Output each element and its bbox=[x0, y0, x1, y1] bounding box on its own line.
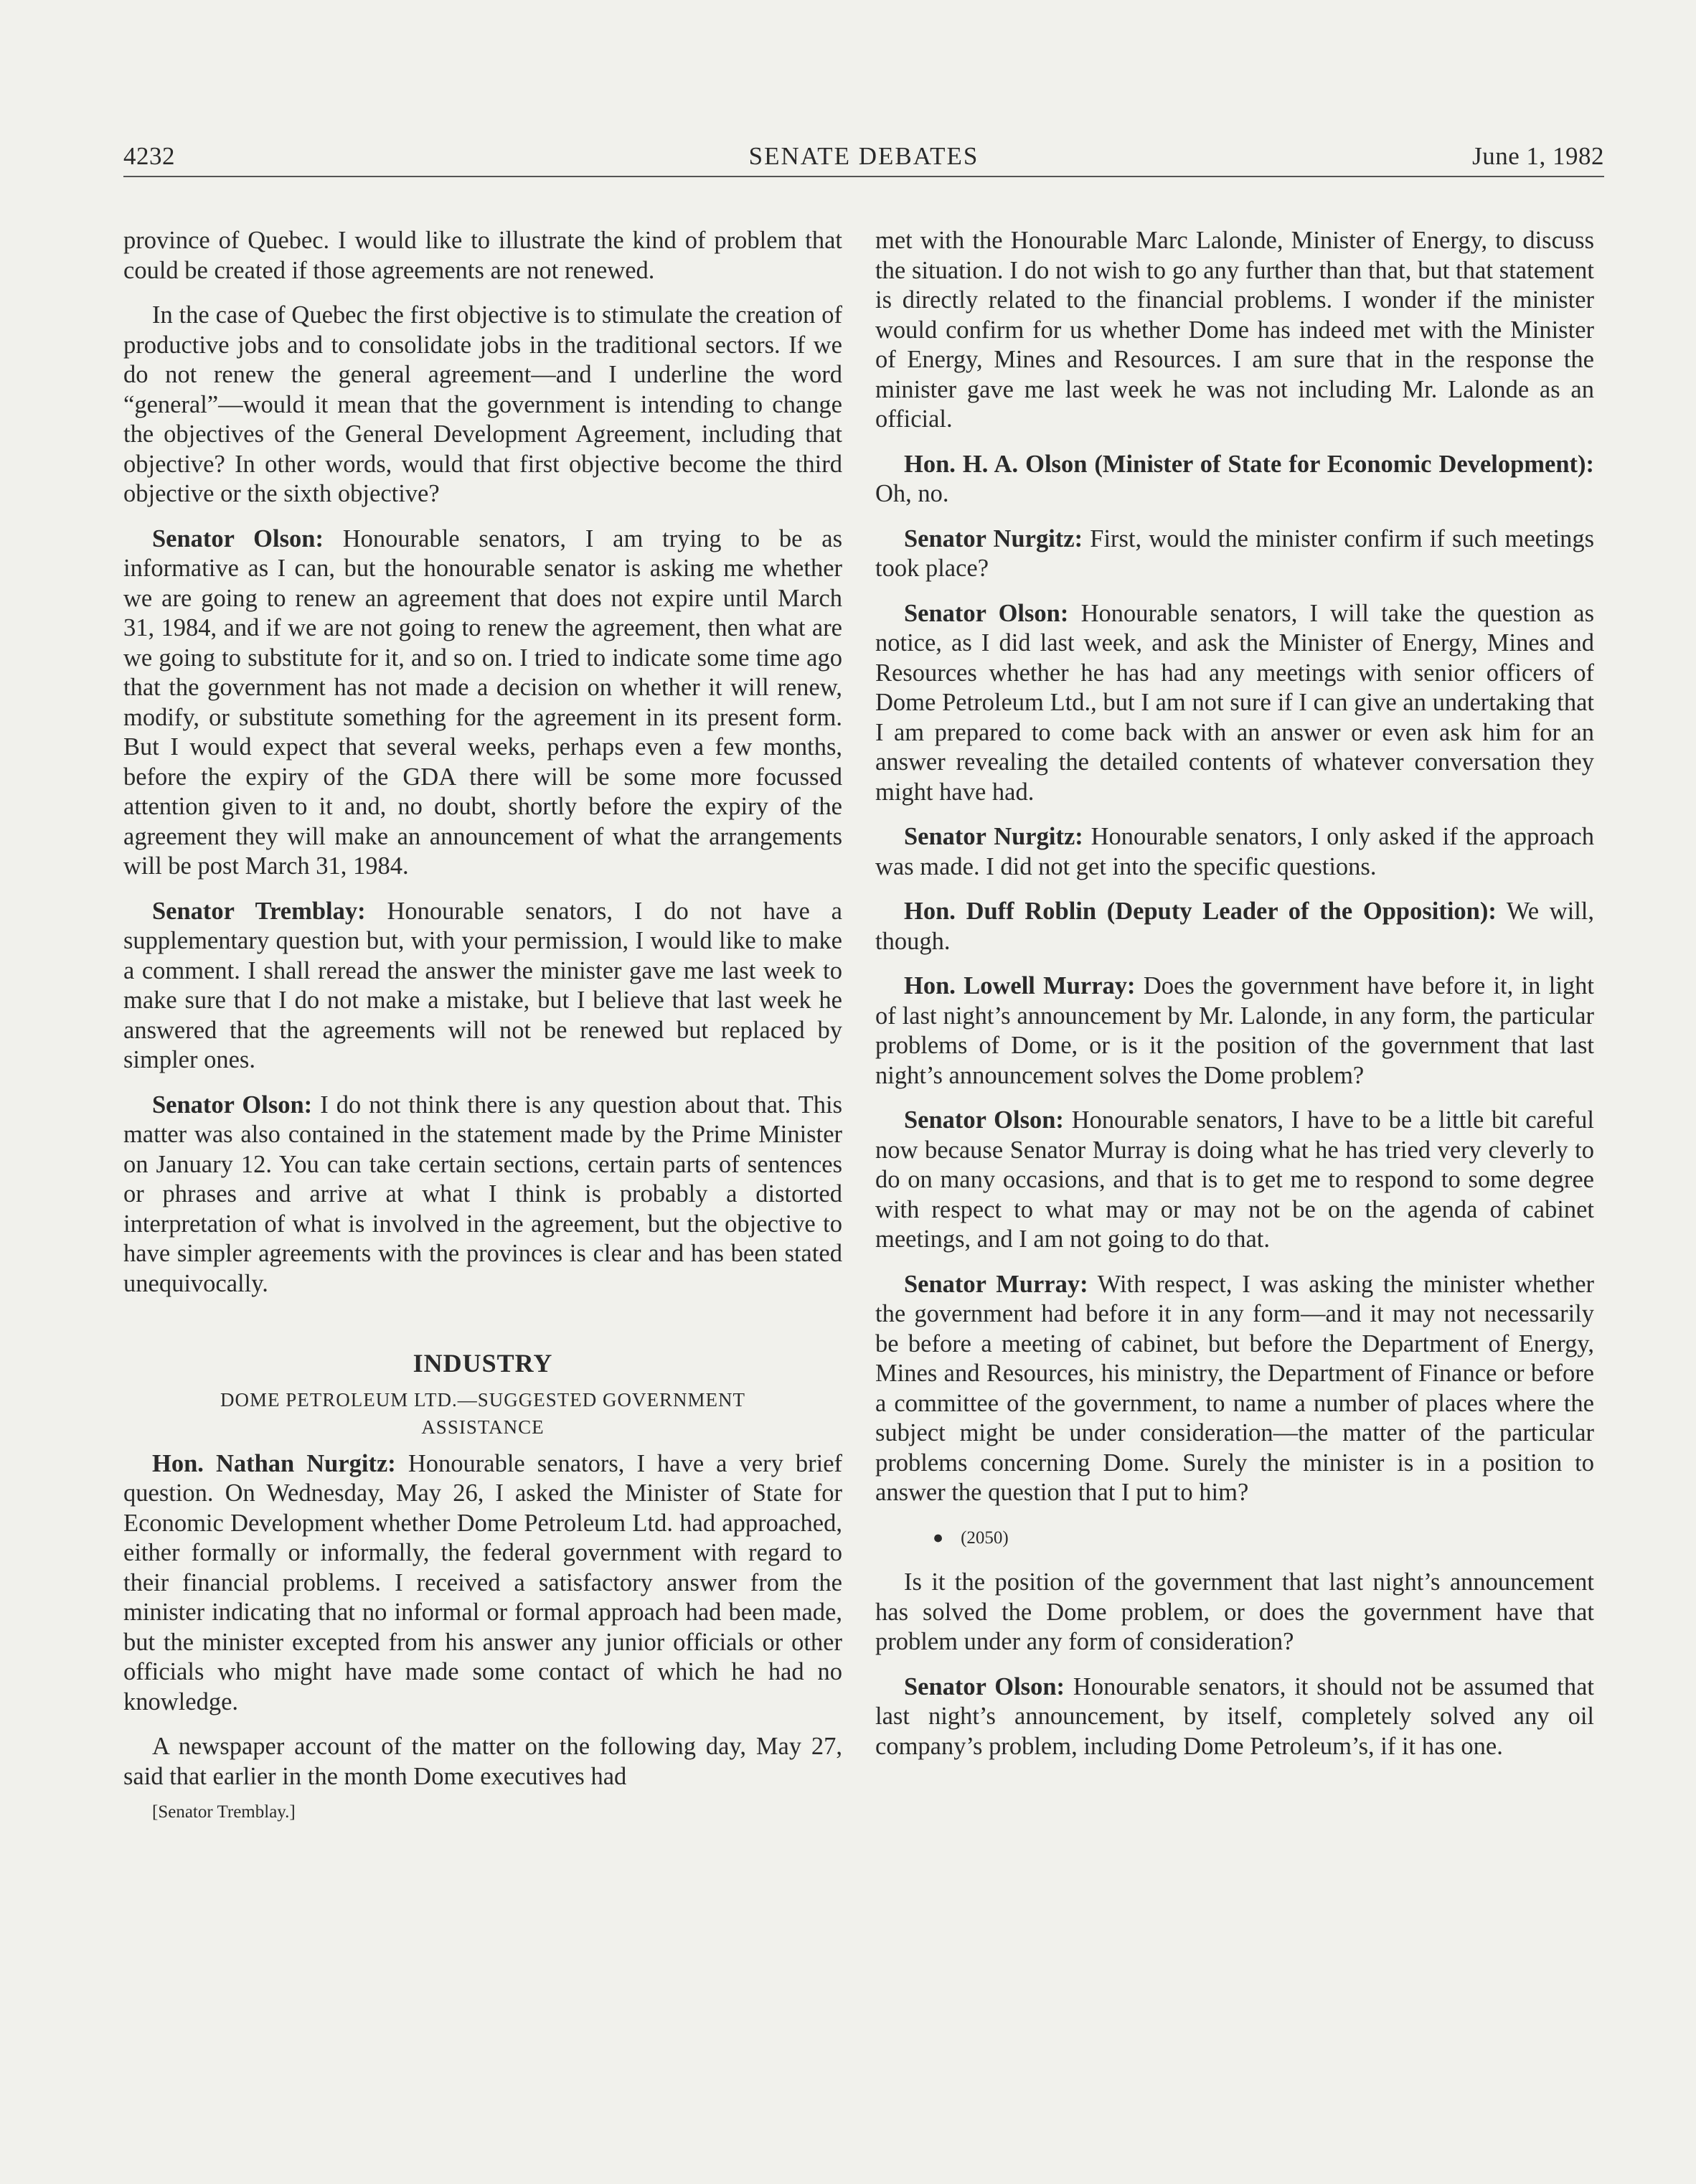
speaker-name: Senator Murray: bbox=[904, 1270, 1088, 1298]
speech-text: With respect, I was asking the minister whether the government had before it in any form—and it may not necessarily be before a meeting of cabinet, but before the Department of Energy, Mines and Resources, his ministry, the Department of Finance or before a committee of the government, to name a number of places where the subject might be under consideration—the matter of the particular problems concerning Dome. Surely the minister is in a position to answer the question that I put to him? bbox=[875, 1270, 1594, 1506]
speech-text: Honourable senators, I have a very brief question. On Wednesday, May 26, I asked the Minister of State for Economic Development whether Dome Petroleum Ltd. had approached, either formally or informally, the federal government with regard to their financial problems. I received a satisfactory answer from the minister indicating that no informal or formal approach had been made, but the minister excepted from his answer any junior officials or other officials who might have made some contact of which he had no knowledge. bbox=[123, 1449, 842, 1715]
publication-title: SENATE DEBATES bbox=[748, 142, 979, 170]
paragraph: province of Quebec. I would like to illustrate the kind of problem that could be created if those agreements are not renewed. bbox=[123, 227, 842, 284]
speech-text: Honourable senators, it should not be assumed that last night’s announcement, by itself, completely solved any oil company’s problem, including Dome Petroleum’s, if it has one. bbox=[875, 1672, 1595, 1760]
section-heading: INDUSTRY bbox=[413, 1349, 553, 1378]
speech-paragraph bbox=[875, 1270, 1594, 1508]
bullet-icon: ● bbox=[933, 1528, 944, 1548]
speech-paragraph bbox=[123, 1091, 842, 1299]
speech-paragraph bbox=[875, 822, 1594, 882]
paragraph: Is it the position of the government that last night’s announcement has solved the Dome problem, or does the government have that problem under any form of consideration? bbox=[875, 1568, 1594, 1655]
speech-text: We will, though. bbox=[875, 898, 1594, 955]
speaker-name: Senator Olson: bbox=[904, 599, 1069, 627]
paragraph: In the case of Quebec the first objective is to stimulate the creation of productive jobs and to consolidate jobs in the traditional sectors. If we do not renew the general agreement—and I underline the word “general”—would it mean that the government is intending to change the objectives of the General Development Agreement, including that objective? In other words, would that first objective become the third objective or the sixth objective? bbox=[123, 301, 842, 507]
speech-paragraph bbox=[875, 971, 1594, 1091]
speaker-name: Senator Olson: bbox=[152, 524, 324, 552]
speaker-name: Senator Tremblay: bbox=[152, 897, 366, 925]
speaker-name: Hon. H. A. Olson (Minister of State for Economic Development): bbox=[904, 450, 1594, 478]
speech-text: Honourable senators, I am trying to be as informative as I can, but the honourable senator is asking me whether we are going to renew an agreement that does not expire until March 31, 1984, and if we are not going to renew the agreement, then what are we going to substitute for it, and so on. I tried to indicate some time ago that the government has not made a decision on whether it will renew, modify, or substitute something for the agreement in its present form. But I would expect that several weeks, perhaps even a few months, before the expiry of the GDA there will be some more focussed attention given to it and, no doubt, shortly before the expiry of the agreement they will make an announcement of what the arrangements will be post March 31, 1984. bbox=[123, 524, 842, 880]
page-header bbox=[123, 142, 1604, 176]
speaker-name: Hon. Nathan Nurgitz: bbox=[152, 1449, 396, 1477]
header-rule bbox=[123, 176, 1604, 177]
page-number: 4232 bbox=[123, 142, 175, 170]
paragraph: A newspaper account of the matter on the following day, May 27, said that earlier in the month Dome executives had bbox=[123, 1733, 842, 1790]
speaker-name: Hon. Lowell Murray: bbox=[904, 972, 1136, 999]
publication-date: June 1, 1982 bbox=[1472, 142, 1604, 170]
left-column bbox=[123, 226, 842, 1842]
speech-text: Honourable senators, I only asked if the approach was made. I did not get into the specific questions. bbox=[875, 823, 1594, 880]
speech-text: Honourable senators, I will take the question as notice, as I did last week, and ask the Minister of Energy, Mines and Resources whether he has had any meetings with senior officers of Dome Petroleum Ltd., but I am not sure if I can give an undertaking that I am prepared to come back with an answer or even ask him for an answer revealing the detailed contents of whatever conversation they might have had. bbox=[875, 599, 1594, 806]
speech-paragraph bbox=[875, 524, 1594, 584]
speech-paragraph bbox=[123, 897, 842, 1075]
time-marker bbox=[875, 1523, 1594, 1553]
speaker-name: Senator Olson: bbox=[904, 1672, 1065, 1700]
speech-text: Does the government have before it, in light of last night’s announcement by Mr. Lalonde, in any form, the particular problems of Dome, or is it the position of the government that last night’s announcement solves the Dome problem? bbox=[875, 972, 1594, 1089]
speech-text: First, would the minister confirm if such meetings took place? bbox=[875, 524, 1594, 582]
speech-text: Oh, no. bbox=[875, 480, 949, 507]
subheading: DOME PETROLEUM LTD.—SUGGESTED GOVERNMENT ASSISTANCE bbox=[220, 1388, 745, 1438]
speech-text: I do not think there is any question about that. This matter was also contained in the statement made by the Prime Minister on January 12. You can take certain sections, certain parts of sentences or phrases and arrive at what I think is probably a distorted interpretation of what is involved in the agreement, but the objective to have simpler agreements with the provinces is clear and has been stated unequivocally. bbox=[123, 1091, 842, 1297]
speaker-name: Senator Olson: bbox=[904, 1106, 1064, 1134]
paragraph: met with the Honourable Marc Lalonde, Minister of Energy, to discuss the situation. I do not wish to go any further than that, but that statement is directly related to the financial problems. I wonder if the minister would confirm for us whether Dome has indeed met with the Minister of Energy, Mines and Resources. I am sure that in the response the minister gave me last week he was not including Mr. Lalonde as an official. bbox=[875, 227, 1594, 433]
right-column bbox=[875, 226, 1594, 1776]
speaker-name: Senator Nurgitz: bbox=[904, 524, 1083, 552]
footnote: [Senator Tremblay.] bbox=[152, 1802, 296, 1822]
speech-paragraph bbox=[123, 524, 842, 882]
speech-paragraph bbox=[875, 1672, 1594, 1762]
speech-paragraph bbox=[875, 450, 1594, 509]
speech-paragraph bbox=[875, 599, 1594, 808]
speaker-name: Hon. Duff Roblin (Deputy Leader of the Opposition): bbox=[904, 898, 1497, 925]
speech-paragraph bbox=[875, 1106, 1594, 1255]
speech-paragraph bbox=[875, 897, 1594, 956]
time-marker-text: (2050) bbox=[961, 1528, 1009, 1548]
speech-text: Honourable senators, I have to be a little bit careful now because Senator Murray is doing what he has tried very cleverly to do on many occasions, and that is to get me to respond to some degree with respect to what may or may not be on the agenda of cabinet meetings, and I am not going to do that. bbox=[875, 1106, 1594, 1253]
speech-paragraph bbox=[123, 1449, 842, 1718]
speaker-name: Senator Olson: bbox=[152, 1091, 313, 1119]
speaker-name: Senator Nurgitz: bbox=[904, 823, 1083, 850]
speech-text: Honourable senators, I do not have a supplementary question but, with your permission, I would like to make a comment. I shall reread the answer the minister gave me last week to make sure that I do not make a mistake, but I believe that last week he answered that the agreements will not be renewed but replaced by simpler ones. bbox=[123, 897, 842, 1073]
